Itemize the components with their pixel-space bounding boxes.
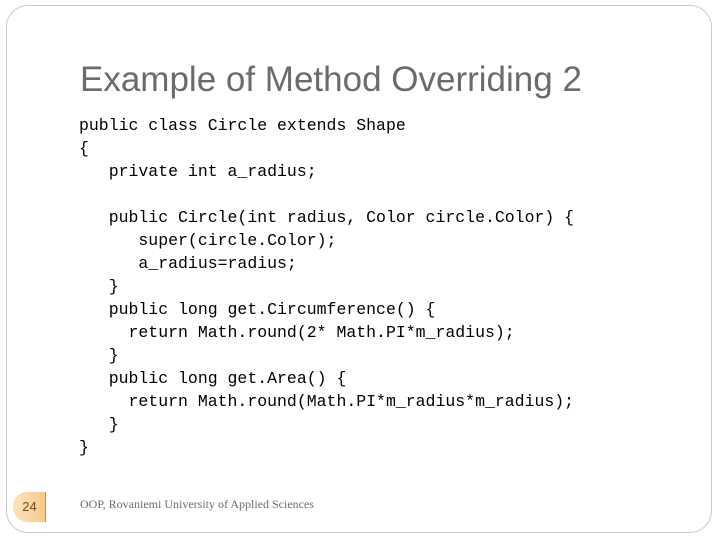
code-line: return Math.round(Math.PI*m_radius*m_radius); [79, 392, 575, 411]
slide-footer: OOP, Rovaniemi University of Applied Sciences [80, 497, 314, 511]
code-line: super(circle.Color); [79, 231, 337, 250]
code-block [79, 114, 574, 459]
code-line: public class Circle extends Shape [79, 116, 406, 135]
code-line: } [79, 346, 119, 365]
code-line [79, 183, 574, 206]
code-line: } [79, 415, 119, 434]
code-line: public long get.Area() { [79, 369, 347, 388]
code-line: return Math.round(2* Math.PI*m_radius); [79, 323, 515, 342]
code-line: } [79, 438, 89, 457]
code-line: { [79, 139, 89, 158]
code-line: public Circle(int radius, Color circle.Color) { [79, 208, 575, 227]
code-line: public long get.Circumference() { [79, 300, 436, 319]
code-line: a_radius=radius; [79, 254, 297, 273]
code-line: private int a_radius; [79, 162, 317, 181]
slide-title: Example of Method Overriding 2 [80, 60, 582, 99]
slide-number: 24 [22, 499, 37, 514]
code-line: } [79, 277, 119, 296]
